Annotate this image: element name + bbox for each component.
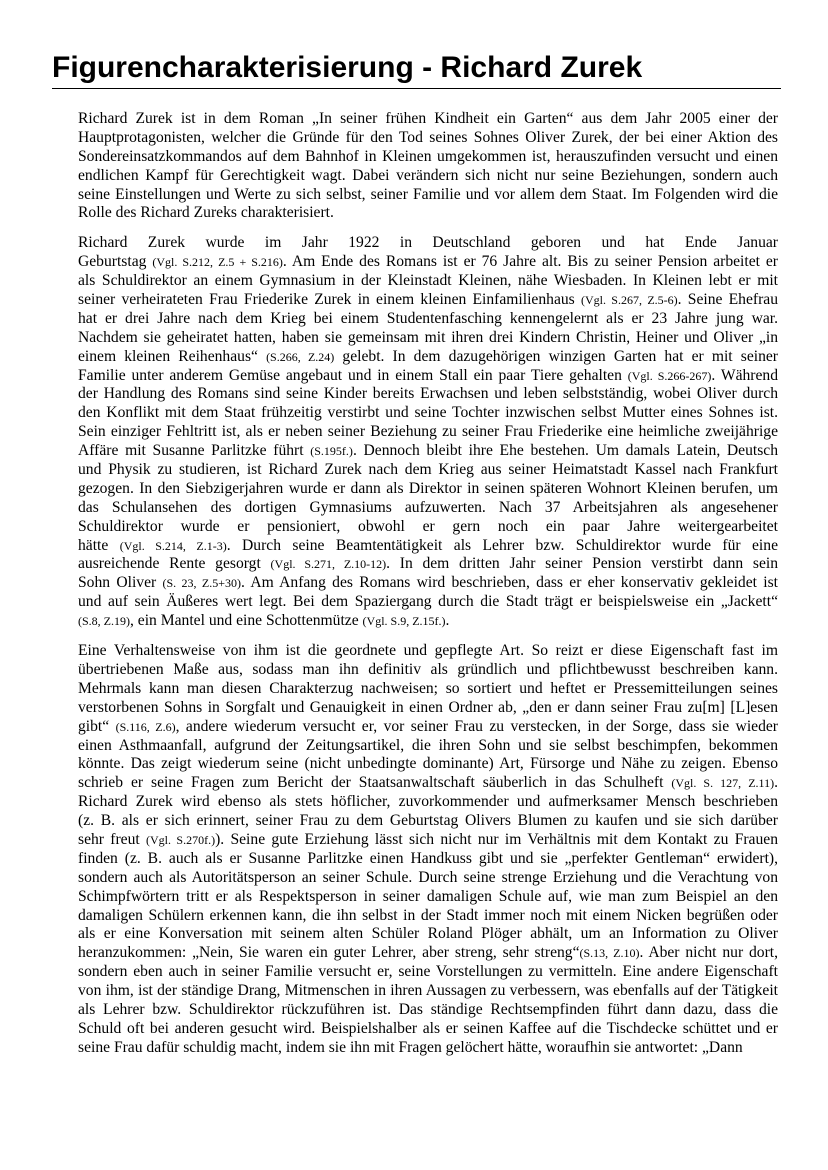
text-run: . In dem dritten Jahr seiner Pension verstirbt dann sein bbox=[386, 555, 778, 573]
text-line bbox=[78, 718, 778, 737]
text-line bbox=[78, 1001, 778, 1020]
text-run: Hauptprotagonisten, welcher die Gründe für den Tod seines Sohnes Oliver Zurek, der bei einer Aktion des bbox=[78, 128, 778, 146]
text-line bbox=[78, 329, 778, 348]
text-run: Affäre mit Susanne Parlitzke führt bbox=[78, 442, 311, 460]
citation: (Vgl. S.271, Z.10-12) bbox=[270, 557, 387, 572]
text-run: sehr freut bbox=[78, 830, 147, 848]
text-line bbox=[78, 499, 778, 518]
text-line bbox=[78, 982, 778, 1001]
text-line bbox=[78, 737, 778, 756]
text-run: als Lehrer bzw. Schuldirektor rückzuführen ist. Das ständige Rechtsempfinden führt dann dazu, dass die bbox=[78, 1000, 778, 1018]
text-line bbox=[78, 831, 778, 850]
text-run: finden (z. B. auch als er Susanne Parlitzke einen Handkuss gibt und sie „perfekter Gentleman“ erwidert), bbox=[78, 849, 778, 867]
text-run: Familie unter anderem Gemüse angebaut und in einem Stall ein paar Tiere gehalten bbox=[78, 366, 628, 384]
text-run: gelebt. In dem dazugehörigen winzigen Garten hat er mit seiner bbox=[334, 347, 778, 365]
text-run: Sohn Oliver bbox=[78, 574, 163, 592]
text-line bbox=[78, 110, 778, 129]
citation: (S. 23, Z.5+30) bbox=[162, 576, 241, 591]
text-run: als Schuldirektor an einem Gymnasium in der Kleinstadt Kleinen, nähe Wiesbaden. In Kleinen lebt er mit bbox=[78, 272, 778, 290]
text-run: , andere wiederum versucht er, vor seiner Frau zu verstecken, in der Sorge, dass sie wieder bbox=[175, 717, 778, 735]
text-run: , ein Mantel und eine Schottenmütze bbox=[130, 612, 363, 630]
text-line bbox=[78, 661, 778, 680]
text-line bbox=[78, 537, 778, 556]
text-line bbox=[78, 555, 778, 574]
text-run: einem kleinen Reihenhaus“ bbox=[78, 347, 267, 365]
text-line bbox=[78, 385, 778, 404]
text-line bbox=[78, 204, 778, 223]
text-line bbox=[78, 793, 778, 812]
text-run: Sein einziger Fehltritt ist, als er neben seiner Beziehung zu seiner Frau Friederike eine heimliche zweijährige bbox=[78, 423, 778, 441]
text-run: der Handlung des Romans sind seine Kinder bereits Erwachsen und leben selbstständig, wobei Oliver durch bbox=[78, 385, 778, 403]
text-line bbox=[78, 148, 778, 167]
text-line bbox=[78, 963, 778, 982]
text-run: Richard Zurek wurde im Jahr 1922 in Deutschland geboren und hat Ende Januar bbox=[78, 234, 778, 252]
text-run: Sondereinsatzkommandos auf dem Bahnhof in Kleinen umgekommen ist, herauszufinden versucht und einen bbox=[78, 147, 778, 165]
text-run: . Während bbox=[711, 366, 778, 384]
text-run: Schimpfwörtern tritt er als Respektsperson in seiner damaligen Schule auf, wie man zum Beispiel an den bbox=[78, 887, 778, 905]
text-line bbox=[78, 888, 778, 907]
text-run: hätte bbox=[78, 536, 120, 554]
text-run: . Dennoch bleibt ihre Ehe bestehen. Um damals Latein, Deutsch bbox=[352, 442, 778, 460]
text-line bbox=[78, 367, 778, 386]
text-run: . Seine Ehefrau bbox=[677, 291, 779, 309]
text-line bbox=[78, 442, 778, 461]
text-line bbox=[78, 404, 778, 423]
text-run: seine Einstellungen und Werte zu sich selbst, seiner Familie und vor allem dem Staat. Im Folgenden wird die bbox=[78, 185, 778, 203]
text-run: . Am Anfang des Romans wird beschrieben, dass er eher konservativ gekleidet ist bbox=[241, 574, 778, 592]
text-run: . Aber nicht nur dort, bbox=[639, 944, 778, 962]
citation: (S.8, Z.19) bbox=[78, 614, 130, 629]
paragraph bbox=[78, 110, 778, 223]
text-line bbox=[78, 423, 778, 442]
text-run: und auf sein Äußeres wert legt. Bei dem Spaziergang durch die Stadt trägt er beispielsweise ein „Jackett“ bbox=[78, 593, 778, 611]
text-run: (z. B. als er sich erinnert, seiner Frau zu dem Geburtstag Olivers Blumen zu kaufen und sie sich darüber bbox=[78, 812, 778, 830]
text-line bbox=[78, 612, 778, 631]
text-line bbox=[78, 1039, 778, 1058]
text-run: Rolle des Richard Zureks charakterisiert. bbox=[78, 204, 334, 222]
text-run: seiner verheirateten Frau Friederike Zurek in einem kleinen Einfamilienhaus bbox=[78, 291, 581, 309]
text-run: Nachdem sie geheiratet hatten, haben sie gemeinsam mit ihren drei Kindern Christin, Heiner und Oliver „in bbox=[78, 328, 778, 346]
text-run: Schuld oft bei anderen gesucht wird. Beispielshalber als er seinen Kaffee auf die Tischdecke schüttet und er bbox=[78, 1019, 778, 1037]
text-run: gibt“ bbox=[78, 717, 116, 735]
citation: (Vgl. S.214, Z.1-3) bbox=[119, 538, 227, 553]
text-run: verstorbenen Sohns in Sorgfalt und Genauigkeit in einen Ordner ab, „den er dann seiner Frau zu[m] [L]esen bbox=[78, 698, 778, 716]
text-line bbox=[78, 925, 778, 944]
citation: (Vgl. S.212, Z.5 + S.216) bbox=[152, 255, 283, 270]
text-run: sondern auch als Autoritätsperson an seiner Schule. Durch seine strenge Erziehung und die Verachtung von bbox=[78, 868, 778, 886]
text-run: könnte. Das zeigt wiederum seine (nicht unbedingte dominante) Art, Fürsorge und Nähe zu zeigen. Ebenso bbox=[78, 755, 778, 773]
text-line bbox=[78, 129, 778, 148]
text-line bbox=[78, 272, 778, 291]
text-run: Schuldirektor wurde er pensioniert, obwohl er gern noch ein paar Jahre weitergearbeitet bbox=[78, 517, 778, 535]
text-run: seine Frau dafür schuldig macht, indem sie ihn mit Fragen gelöchert hätte, woraufhin sie antwortet: „Dann bbox=[78, 1038, 743, 1056]
text-line bbox=[78, 518, 778, 537]
text-line bbox=[78, 310, 778, 329]
text-run: . bbox=[445, 612, 450, 630]
text-run: gezogen. In den Siebzigerjahren wurde er dann als Direktor in seinen späteren Wohnort Kleinen berufen, um bbox=[78, 479, 778, 497]
text-run: Richard Zurek wird ebenso als stets höflicher, zuvorkommender und aufmerksamer Mensch beschrieben bbox=[78, 793, 778, 811]
paragraph bbox=[78, 642, 778, 1058]
text-line bbox=[78, 869, 778, 888]
citation: (S.266, Z.24) bbox=[266, 349, 335, 364]
text-line bbox=[78, 186, 778, 205]
citation: (Vgl. S.9, Z.15f.) bbox=[362, 614, 446, 629]
citation: (S.195f.) bbox=[310, 444, 353, 459]
text-line bbox=[78, 461, 778, 480]
text-run: ). Seine gute Erziehung lässt sich nicht nur im Verhältnis mit dem Kontakt zu Frauen bbox=[215, 830, 778, 848]
text-run: den Konflikt mit dem Staat frühzeitig verstirbt und seine Tochter inzwischen selbst Mutter eines Sohnes ist. bbox=[78, 404, 778, 422]
text-run: als er eine Konversation mit seinem alten Schüler Roland Plöger abhält, um an Information zu Oliver bbox=[78, 925, 778, 943]
text-run: Eine Verhaltensweise von ihm ist die geordnete und gepflegte Art. So reizt er diese Eigenschaft fast im bbox=[78, 642, 778, 660]
text-run: . Durch seine Beamtentätigkeit als Lehrer bzw. Schuldirektor wurde für eine bbox=[226, 536, 778, 554]
citation: (Vgl. S.266-267) bbox=[627, 368, 712, 383]
text-run: heranzukommen: „Nein, Sie waren ein guter Lehrer, aber streng, sehr streng“ bbox=[78, 944, 580, 962]
text-line bbox=[78, 253, 778, 272]
text-run: Mehrmals kann man diesen Charakterzug nachweisen; so sortiert und heftet er Pressemitteilungen seines bbox=[78, 679, 778, 697]
text-run: schrieb er seine Fragen zum Bericht der Staatsanwaltschaft säuberlich in das Schulheft bbox=[78, 774, 672, 792]
text-line bbox=[78, 850, 778, 869]
text-line bbox=[78, 348, 778, 367]
text-run: ausreichende Rente gesorgt bbox=[78, 555, 271, 573]
text-line bbox=[78, 167, 778, 186]
text-run: hat er drei Jahre nach dem Krieg bei einem Studentenfasching kennengelernt als er 23 Jahre jung war. bbox=[78, 309, 778, 327]
text-line bbox=[78, 944, 778, 963]
text-line bbox=[78, 234, 778, 253]
page-title: Figurencharakterisierung - Richard Zurek bbox=[52, 51, 643, 84]
text-line bbox=[78, 574, 778, 593]
text-run: . bbox=[774, 774, 778, 792]
text-run: das Schulansehen des dortigen Gymnasiums aufzuwerten. Nach 37 Arbeitsjahren als angesehener bbox=[78, 498, 778, 516]
text-run: und Physik zu studieren, ist Richard Zurek nach dem Krieg aus seiner Heimatstadt Kassel nach Frankfurt bbox=[78, 461, 778, 479]
title-underline bbox=[52, 88, 781, 89]
text-line bbox=[78, 1020, 778, 1039]
text-line bbox=[78, 774, 778, 793]
text-run: von ihm, ist der ständige Drang, Mitmenschen in ihren Aussagen zu verbessern, was ebenfalls auf der Tätigkeit bbox=[78, 982, 778, 1000]
text-line bbox=[78, 907, 778, 926]
document-body bbox=[78, 110, 778, 1069]
text-line bbox=[78, 755, 778, 774]
text-run: Geburtstag bbox=[78, 253, 153, 271]
text-line bbox=[78, 593, 778, 612]
text-line bbox=[78, 291, 778, 310]
text-line bbox=[78, 480, 778, 499]
text-run: übertriebenen Maße aus, sodass man ihn definitiv als gründlich und pflichtbewusst beschreiben kann. bbox=[78, 660, 778, 678]
citation: (Vgl. S.270f.) bbox=[146, 832, 216, 847]
text-run: Richard Zurek ist in dem Roman „In seiner frühen Kindheit ein Garten“ aus dem Jahr 2005 einer der bbox=[78, 110, 778, 127]
text-line bbox=[78, 642, 778, 661]
citation: (Vgl. S.267, Z.5-6) bbox=[580, 293, 678, 308]
citation: (Vgl. S. 127, Z.11) bbox=[671, 776, 775, 791]
citation: (S.116, Z.6) bbox=[115, 719, 176, 734]
paragraph bbox=[78, 234, 778, 631]
text-run: damaligen Schülern erkennen kann, die ihn selbst in der Stadt immer noch mit einem Nicken begrüßen oder bbox=[78, 906, 778, 924]
text-line bbox=[78, 812, 778, 831]
text-line bbox=[78, 680, 778, 699]
citation: (S.13, Z.10) bbox=[579, 946, 640, 961]
text-run: endlichen Kampf für Gerechtigkeit wagt. Dabei verändern sich nicht nur seine Beziehungen, sondern auch bbox=[78, 166, 778, 184]
text-run: . Am Ende des Romans ist er 76 Jahre alt. Bis zu seiner Pension arbeitet er bbox=[282, 253, 778, 271]
text-line bbox=[78, 699, 778, 718]
text-run: sondern eben auch in seiner Familie versucht er, seine Vorstellungen zu vermitteln. Eine andere Eigenschaft bbox=[78, 963, 778, 981]
text-run: einen Asthmaanfall, aufgrund der Zeitungsartikel, die ihren Sohn und sie selbst beschimpfen, bekommen bbox=[78, 736, 778, 754]
